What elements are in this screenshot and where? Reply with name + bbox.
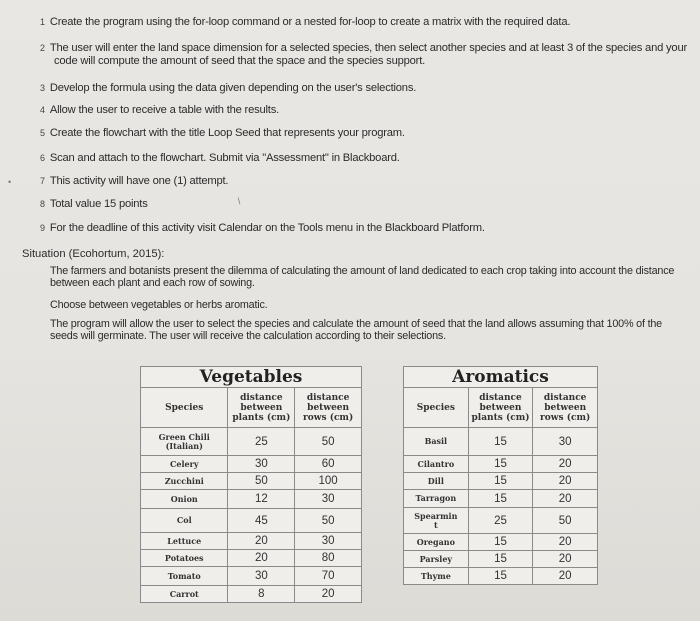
species-cell: Spearmin t [404,508,469,534]
row-distance-cell: 50 [295,428,362,456]
instruction-5 [40,127,405,140]
row-distance-cell: 20 [295,586,362,603]
instruction-text: Scan and attach to the flowchart. Submit via "Assessment" in Blackboard. [49,152,400,164]
table-row [404,568,598,585]
plant-distance-cell: 20 [228,550,295,567]
row-distance-cell: 20 [533,473,598,490]
row-distance-cell: 20 [533,490,598,508]
plant-distance-cell: 20 [228,533,295,550]
table-row [404,534,598,551]
row-distance-cell: 60 [295,456,362,473]
table-row [404,473,598,490]
paragraph-line: between each plant and each row of sowing. [50,277,255,289]
row-distance-cell: 30 [533,428,598,456]
instruction-text: Create the program using the for-loop command or a nested for-loop to create a matrix with the required data. [49,16,571,28]
instruction-number: 4 [40,105,45,115]
row-distance-cell: 70 [295,567,362,586]
instruction-text: For the deadline of this activity visit Calendar on the Tools menu in the Blackboard Platform. [49,222,485,234]
column-header-species: Species [404,388,469,428]
paragraph-line: seeds will germinate. The user will receive the calculation according to their selections. [50,330,446,342]
table-row [404,456,598,473]
table-row [404,490,598,508]
row-distance-cell: 30 [295,490,362,509]
paragraph-line: The farmers and botanists present the dilemma of calculating the amount of land dedicated to each crop taking into account the distance [50,265,675,277]
instruction-text: This activity will have one (1) attempt. [49,175,229,187]
instruction-text: Create the flowchart with the title Loop Seed that represents your program. [49,127,405,139]
column-header-species: Species [141,388,228,428]
row-distance-cell: 20 [533,551,598,568]
table-row [141,428,362,456]
table-row [141,586,362,603]
instruction-number: 2 [40,43,45,53]
instruction-text: Allow the user to receive a table with the results. [49,104,280,116]
instruction-number: 5 [40,128,45,138]
aromatics-table [403,366,598,585]
row-distance-cell: 80 [295,550,362,567]
plant-distance-cell: 15 [468,490,533,508]
species-cell: Zucchini [141,473,228,490]
species-cell: Celery [141,456,228,473]
species-cell: Col [141,509,228,533]
plant-distance-cell: 25 [228,428,295,456]
plant-distance-cell: 15 [468,534,533,551]
table-row [141,456,362,473]
instruction-9 [40,222,485,235]
vegetables-table [140,366,362,603]
plant-distance-cell: 8 [228,586,295,603]
instruction-number: 8 [40,199,45,209]
row-distance-cell: 50 [295,509,362,533]
situation-paragraph-1 [50,265,680,289]
row-distance-cell: 100 [295,473,362,490]
column-header-rows: distance between rows (cm) [533,388,598,428]
species-cell: Onion [141,490,228,509]
situation-paragraph-3 [50,318,680,342]
species-cell: Dill [404,473,469,490]
table-row [141,490,362,509]
row-distance-cell: 20 [533,534,598,551]
pen-mark: / [235,196,243,206]
table-row [141,533,362,550]
plant-distance-cell: 15 [468,551,533,568]
plant-distance-cell: 15 [468,568,533,585]
column-header-plants: distance between plants (cm) [468,388,533,428]
instruction-8 [40,198,148,211]
instruction-text: Develop the formula using the data given depending on the user's selections. [49,82,417,94]
species-cell: Basil [404,428,469,456]
table-row [404,428,598,456]
species-cell: Tarragon [404,490,469,508]
table-title: Aromatics [404,367,598,388]
species-cell: Carrot [141,586,228,603]
instruction-2 [40,42,690,68]
instruction-text: The user will enter the land space dimension for a selected species, then select another species and at least 3 of the species and your [49,42,687,54]
instruction-text: Total value 15 points [49,198,148,210]
row-distance-cell: 20 [533,456,598,473]
column-header-plants: distance between plants (cm) [228,388,295,428]
species-cell: Cilantro [404,456,469,473]
table-row [141,509,362,533]
instruction-number: 1 [40,17,45,27]
instruction-number: 7 [40,176,45,186]
instruction-3 [40,82,416,95]
row-distance-cell: 50 [533,508,598,534]
species-cell: Tomato [141,567,228,586]
plant-distance-cell: 45 [228,509,295,533]
species-cell: Oregano [404,534,469,551]
instruction-text-cont: code will compute the amount of seed that the space and the species support. [54,55,426,67]
species-cell: Thyme [404,568,469,585]
plant-distance-cell: 15 [468,456,533,473]
plant-distance-cell: 12 [228,490,295,509]
table-row [141,473,362,490]
plant-distance-cell: 30 [228,456,295,473]
instruction-number: 6 [40,153,45,163]
plant-distance-cell: 25 [468,508,533,534]
column-header-rows: distance between rows (cm) [295,388,362,428]
plant-distance-cell: 50 [228,473,295,490]
table-title: Vegetables [141,367,362,388]
instruction-7 [40,175,228,188]
instruction-1 [40,16,570,29]
instruction-4 [40,104,279,117]
table-row [141,550,362,567]
species-cell: Parsley [404,551,469,568]
row-distance-cell: 30 [295,533,362,550]
plant-distance-cell: 15 [468,428,533,456]
row-distance-cell: 20 [533,568,598,585]
instruction-number: 9 [40,223,45,233]
paragraph-line: The program will allow the user to select the species and calculate the amount of seed that the land allows assuming that 100% of the [50,318,662,330]
plant-distance-cell: 15 [468,473,533,490]
instruction-number: 3 [40,83,45,93]
plant-distance-cell: 30 [228,567,295,586]
table-row [404,551,598,568]
situation-paragraph-2: Choose between vegetables or herbs aromatic. [50,299,268,311]
situation-title: Situation (Ecohortum, 2015): [22,248,165,260]
species-cell: Lettuce [141,533,228,550]
table-row [404,508,598,534]
species-cell: Potatoes [141,550,228,567]
instruction-6 [40,152,400,165]
margin-mark: • [8,177,12,187]
table-row [141,567,362,586]
species-cell: Green Chili (Italian) [141,428,228,456]
